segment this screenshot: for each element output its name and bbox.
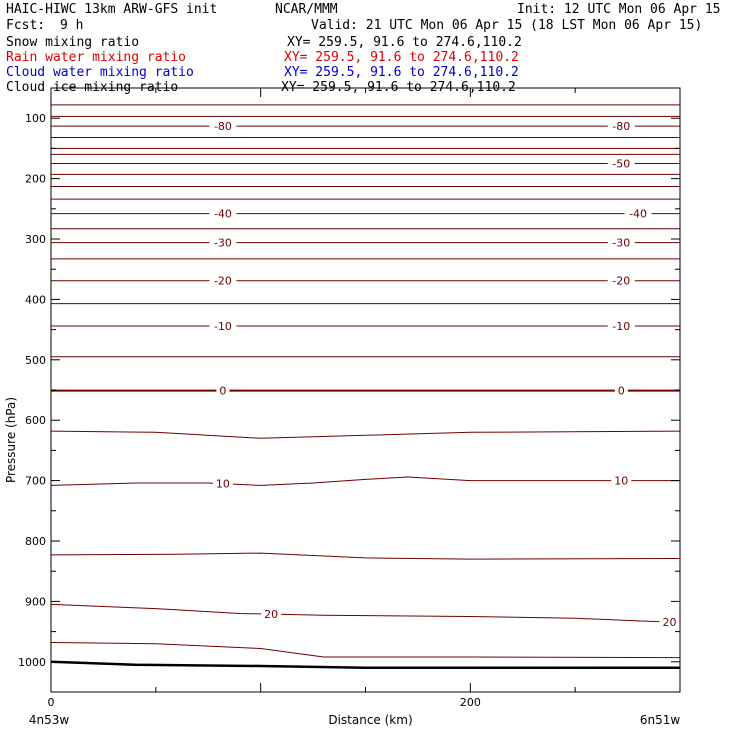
y-tick-label: 600 xyxy=(25,414,46,428)
header-valid: Valid: 21 UTC Mon 06 Apr 15 (18 LST Mon 06 Apr 15) xyxy=(311,18,703,33)
field-xy-snow: XY= 259.5, 91.6 to 274.6,110.2 xyxy=(287,35,522,50)
header-model: HAIC-HIWC 13km ARW-GFS init xyxy=(6,2,218,17)
contour-label--30: -30 xyxy=(213,236,232,250)
header-fcst-label: Fcst: xyxy=(6,18,46,33)
y-tick-label: 100 xyxy=(25,112,46,126)
field-xy-rain: XY= 259.5, 91.6 to 274.6,110.2 xyxy=(284,50,519,65)
contour-label-10: 10 xyxy=(215,477,230,491)
contour-label-0: 0 xyxy=(219,384,227,398)
x-tick-label: 200 xyxy=(459,696,481,709)
contour-label--50: -50 xyxy=(612,157,631,171)
y-tick-label: 900 xyxy=(25,595,46,609)
y-tick-label: 400 xyxy=(25,293,46,307)
isotherm-line xyxy=(51,643,680,658)
y-tick-label: 500 xyxy=(25,353,46,367)
contour-label--80: -80 xyxy=(213,120,232,134)
y-tick-label: 700 xyxy=(25,474,46,488)
terrain-line xyxy=(51,662,680,668)
contour-label--20: -20 xyxy=(213,274,232,288)
contour-label-20: 20 xyxy=(264,608,279,622)
y-axis-title: Pressure (hPa) xyxy=(4,396,18,484)
field-name-cloud-ice: Cloud ice mixing ratio xyxy=(6,80,179,95)
contour-label-10: 10 xyxy=(614,474,629,488)
contour-label-20: 20 xyxy=(662,616,677,630)
contour-label--10: -10 xyxy=(213,319,232,333)
contour-label--10: -10 xyxy=(612,319,631,333)
isotherm-line xyxy=(51,431,680,438)
contour-label-0: 0 xyxy=(617,384,625,398)
field-name-rain: Rain water mixing ratio xyxy=(6,50,187,65)
isotherm-line xyxy=(51,553,680,559)
field-name-snow: Snow mixing ratio xyxy=(6,35,140,50)
y-tick-label: 300 xyxy=(25,233,46,246)
header-fcst-value: 9 h xyxy=(60,18,84,33)
field-xy-cloud-ice: XY= 259.5, 91.6 to 274.6,110.2 xyxy=(281,80,516,95)
x-end-location: 6n51w xyxy=(639,713,681,727)
x-tick-label: 0 xyxy=(47,696,55,709)
isotherm-line-10 xyxy=(51,477,680,485)
y-tick-label: 1000 xyxy=(18,655,46,669)
x-axis-title: Distance (km) xyxy=(328,713,413,727)
x-start-location: 4n53w xyxy=(28,713,70,727)
header-init: Init: 12 UTC Mon 06 Apr 15 xyxy=(517,2,721,17)
contour-label--20: -20 xyxy=(612,274,631,288)
contour-label--30: -30 xyxy=(612,236,631,250)
field-name-cloud-water: Cloud water mixing ratio xyxy=(6,65,194,80)
contour-label--80: -80 xyxy=(612,120,631,134)
contour-label--40: -40 xyxy=(629,207,648,221)
y-tick-label: 800 xyxy=(25,535,46,548)
contour-label--40: -40 xyxy=(213,207,232,221)
isotherm-line-20 xyxy=(51,604,680,622)
field-xy-cloud-water: XY= 259.5, 91.6 to 274.6,110.2 xyxy=(284,65,519,80)
y-tick-label: 200 xyxy=(25,172,46,186)
header-org: NCAR/MMM xyxy=(275,2,338,17)
